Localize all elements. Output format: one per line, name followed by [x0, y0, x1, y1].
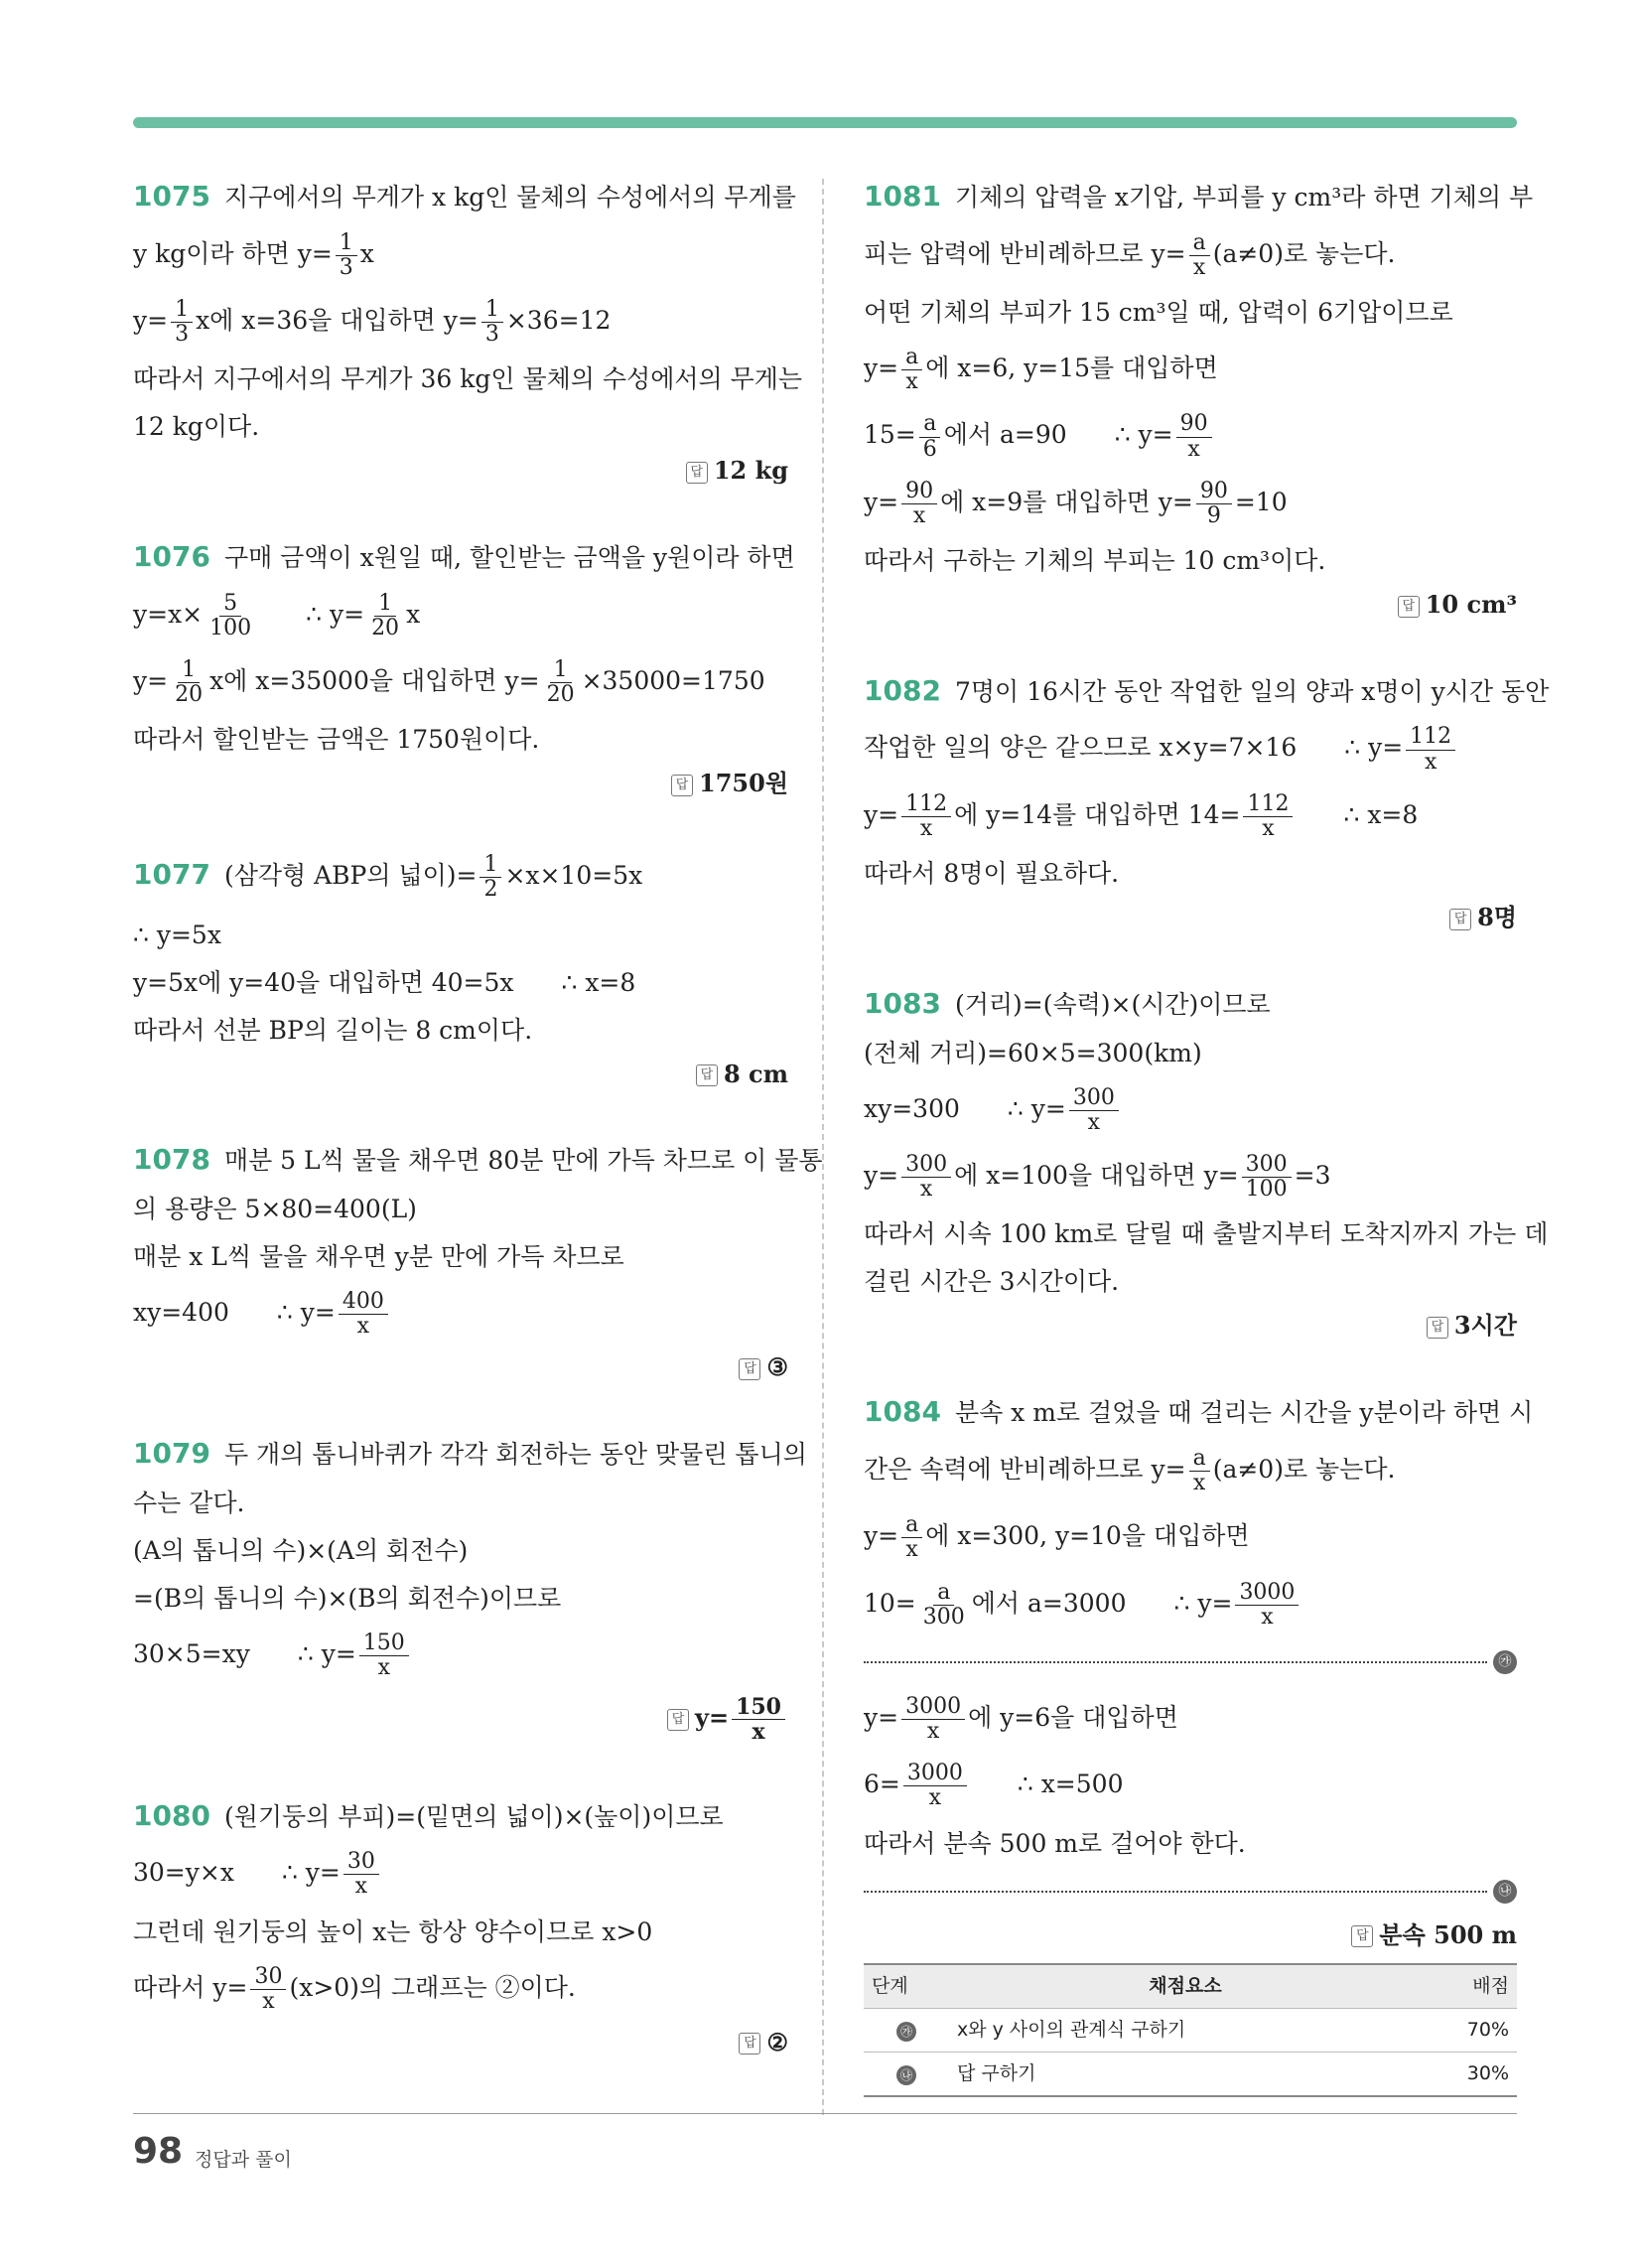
problem-1078: 1078 매분 5 L씩 물을 채우면 80분 만에 가득 차므로 이 물통 의 용량은 5×80=400(L) 매분 x L씩 물을 채우면 y분 만에 가득 차므로 xy=400 ∴ y= $\frac{400}{x}$ 답 ③	[133, 1134, 788, 1388]
fraction: $\frac{90}{9}$	[1196, 480, 1232, 528]
answer: 답 y= $\frac{150}{x}$	[133, 1689, 788, 1750]
fraction: $\frac{30}{x}$	[343, 1850, 379, 1899]
table-header: 채점요소	[949, 1964, 1422, 2008]
fraction: $\frac{112}{x}$	[901, 792, 951, 841]
page-number: 98	[133, 2131, 184, 2172]
problem-number: 1077	[133, 858, 210, 892]
step-separator	[864, 1650, 1517, 1674]
table-header: 배점	[1422, 1964, 1517, 2008]
fraction: $\frac{3000}{x}$	[1235, 1581, 1299, 1630]
fraction: $\frac{1}{3}$	[481, 298, 503, 347]
fraction: $\frac{1}{3}$	[171, 298, 193, 347]
problem-1076: 1076 구매 금액이 x원일 때, 할인받는 금액을 y원이라 하면 y=x× $\frac{5}{100}$ ∴ y= $\frac{1}{20}$ x y= $\frac{1}{20}$ x에 x=35000을 대입하면 y= $\frac{1}{20}$ ×35000=1750 따라서 할인받는 금액은 1750원이다. 답 1750원	[133, 531, 788, 804]
table-row: ㉯ 답 구하기 30%	[864, 2053, 1517, 2097]
fraction: $\frac{a}{6}$	[919, 412, 941, 461]
problem-number: 1081	[864, 180, 941, 213]
problem-number: 1080	[133, 1798, 210, 1832]
fraction: $\frac{300}{100}$	[1242, 1153, 1292, 1202]
problem-number: 1084	[864, 1395, 941, 1429]
fraction: $\frac{1}{2}$	[479, 853, 501, 902]
problem-1077: 1077 (삼각형 ABP의 넓이)= $\frac{1}{2}$ ×x×10=5x ∴ y=5x y=5x에 y=40을 대입하면 40=5x ∴ x=8 따라서 선분 BP의 길이는 8 cm이다. 답 8 cm	[133, 844, 788, 1094]
step-separator	[864, 1880, 1517, 1904]
step-marker-icon: ㉮	[896, 2022, 916, 2042]
fraction: $\frac{a}{x}$	[901, 1513, 922, 1562]
fraction: $\frac{3000}{x}$	[901, 1695, 965, 1744]
answer-mark-icon: 답	[1449, 909, 1471, 930]
answer: 답 10 cm³	[864, 585, 1517, 626]
answer-mark-icon: 답	[667, 1709, 689, 1731]
answer: 답 12 kg	[133, 451, 788, 492]
step-marker-icon: ㉮	[1493, 1650, 1517, 1674]
fraction: $\frac{1}{20}$	[546, 657, 575, 708]
step-marker-icon: ㉯	[896, 2065, 916, 2085]
answer-mark-icon: 답	[739, 2033, 760, 2055]
answer-mark-icon: 답	[1351, 1925, 1373, 1947]
problem-1081: 1081 기체의 압력을 x기압, 부피를 y cm³라 하면 기체의 부 피는 압력에 반비례하므로 y= $\frac{a}{x}$ (a≠0)로 놓는다. 어떤 기체의 부피가 15 cm³일 때, 압력이 6기압이므로 y= $\frac{a}{x}$ 에 x=6, y=15를 대입하면 15= $\frac{a}{6}$ 에서 a=90 ∴ y= $\frac{90}{x}$ y= $\frac{90}{x}$ 에 x=9를 대입하면 y= $\frac{90}{9}$ =10 따라서 구하는 기체의 부피는 10 cm³이다. 답 10 cm³	[864, 171, 1517, 626]
fraction: $\frac{a}{300}$	[922, 1579, 965, 1630]
page-label: 정답과 풀이	[195, 2149, 292, 2171]
fraction: $\frac{112}{x}$	[1406, 725, 1455, 774]
answer: 답 8명	[864, 898, 1517, 938]
fraction: $\frac{a}{x}$	[1189, 1447, 1210, 1495]
fraction: $\frac{300}{x}$	[901, 1153, 951, 1202]
fraction: $\frac{1}{3}$	[336, 231, 357, 280]
right-column	[864, 171, 1550, 2137]
fraction: $\frac{150}{x}$	[732, 1695, 785, 1744]
problem-1079: 1079 두 개의 톱니바퀴가 각각 회전하는 동안 맞물린 톱니의 수는 같다. (A의 톱니의 수)×(A의 회전수) =(B의 톱니의 수)×(B의 회전수)이므로 30×5=xy ∴ y= $\frac{150}{x}$ 답 y= $\frac{150}{x}$	[133, 1428, 788, 1750]
problem-1075: 1075 지구에서의 무게가 x kg인 물체의 수성에서의 무게를 y kg이라 하면 y= $\frac{1}{3}$ x y= $\frac{1}{3}$ x에 x=36을 대입하면 y= $\frac{1}{3}$ ×36=12 따라서 지구에서의 무게가 36 kg인 물체의 수성에서의 무게는 12 kg이다. 답 12 kg	[133, 171, 788, 492]
problem-1083: 1083 (거리)=(속력)×(시간)이므로 (전체 거리)=60×5=300(km) xy=300 ∴ y= $\frac{300}{x}$ y= $\frac{300}{x}$ 에 x=100을 대입하면 y= $\frac{300}{100}$ =3 따라서 시속 100 km로 달릴 때 출발지부터 도착지까지 가는 데 걸린 시간은 3시간이다. 답 3시간	[864, 978, 1517, 1347]
answer: 답 3시간	[864, 1306, 1517, 1347]
fraction: $\frac{a}{x}$	[1189, 231, 1210, 280]
answer-mark-icon: 답	[671, 775, 693, 796]
fraction: $\frac{1}{20}$	[371, 590, 400, 640]
table-row: ㉮ x와 y 사이의 관계식 구하기 70%	[864, 2009, 1517, 2053]
problem-number: 1079	[133, 1437, 210, 1471]
top-accent-bar	[133, 117, 1517, 128]
answer-mark-icon: 답	[1398, 596, 1420, 618]
problem-number: 1076	[133, 540, 210, 574]
fraction: $\frac{112}{x}$	[1243, 792, 1293, 841]
fraction: $\frac{150}{x}$	[359, 1631, 409, 1680]
fraction: $\frac{3000}{x}$	[903, 1762, 967, 1810]
problem-number: 1082	[864, 673, 941, 707]
answer-mark-icon: 답	[739, 1358, 760, 1380]
problem-number: 1078	[133, 1143, 210, 1177]
problem-number: 1083	[864, 987, 941, 1021]
fraction: $\frac{5}{100}$	[209, 590, 252, 640]
problem-1082: 1082 7명이 16시간 동안 작업한 일의 양과 x명이 y시간 동안 작업한 일의 양은 같으므로 x×y=7×16 ∴ y= $\frac{112}{x}$ y= $\frac{112}{x}$ 에 y=14를 대입하면 14= $\frac{112}{x}$ ∴ x=8 따라서 8명이 필요하다. 답 8명	[864, 665, 1517, 938]
answer-mark-icon: 답	[696, 1064, 718, 1086]
answer-mark-icon: 답	[686, 462, 708, 484]
footer-rule	[133, 2113, 1517, 2114]
problem-1084: 1084 분속 x m로 걸었을 때 걸리는 시간을 y분이라 하면 시 간은 속력에 반비례하므로 y= $\frac{a}{x}$ (a≠0)로 놓는다. y= $\frac{a}{x}$ 에 x=300, y=10을 대입하면 10= $\frac{a}{300}$ 에서 a=3000 ∴ y= $\frac{3000}{x}$ ㉮ y= $\frac{3000}{x}$ 에 y=6을 대입하면 6= $\frac{3000}{x}$ ∴ x=500 따라서 분속 500 m로 걸어야 한다. ㉯ 답 분속 500 m 단계 채점요소 배점 ㉮ x와 y 사이의 관계식 구하기 70% ㉯ 답 구하기 30%	[864, 1386, 1517, 2097]
fraction: $\frac{a}{x}$	[901, 346, 922, 394]
fraction: $\frac{90}{x}$	[1176, 412, 1212, 461]
answer: 답 1750원	[133, 764, 788, 804]
answer: 답 분속 500 m	[864, 1915, 1517, 1956]
table-header: 단계	[864, 1964, 949, 2008]
fraction: $\frac{400}{x}$	[339, 1290, 388, 1339]
fraction: $\frac{30}{x}$	[250, 1965, 286, 2014]
fraction: $\frac{1}{20}$	[175, 657, 204, 708]
fraction: $\frac{90}{x}$	[901, 480, 937, 528]
scoring-table	[864, 1963, 1517, 2097]
fraction: $\frac{300}{x}$	[1069, 1086, 1119, 1135]
step-marker-icon: ㉯	[1493, 1880, 1517, 1904]
answer: 답 ③	[133, 1347, 788, 1388]
answer-mark-icon: 답	[1427, 1317, 1448, 1339]
left-column	[133, 171, 823, 2103]
answer: 답 8 cm	[133, 1055, 788, 1095]
problem-1080: 1080 (원기둥의 부피)=(밑면의 넓이)×(높이)이므로 30=y×x ∴ y= $\frac{30}{x}$ 그런데 원기둥의 높이 x는 항상 양수이므로 x>0 따라서 y= $\frac{30}{x}$ (x>0)의 그래프는 ②이다. 답 ②	[133, 1790, 788, 2063]
problem-number: 1075	[133, 180, 210, 213]
answer: 답 ②	[133, 2023, 788, 2063]
